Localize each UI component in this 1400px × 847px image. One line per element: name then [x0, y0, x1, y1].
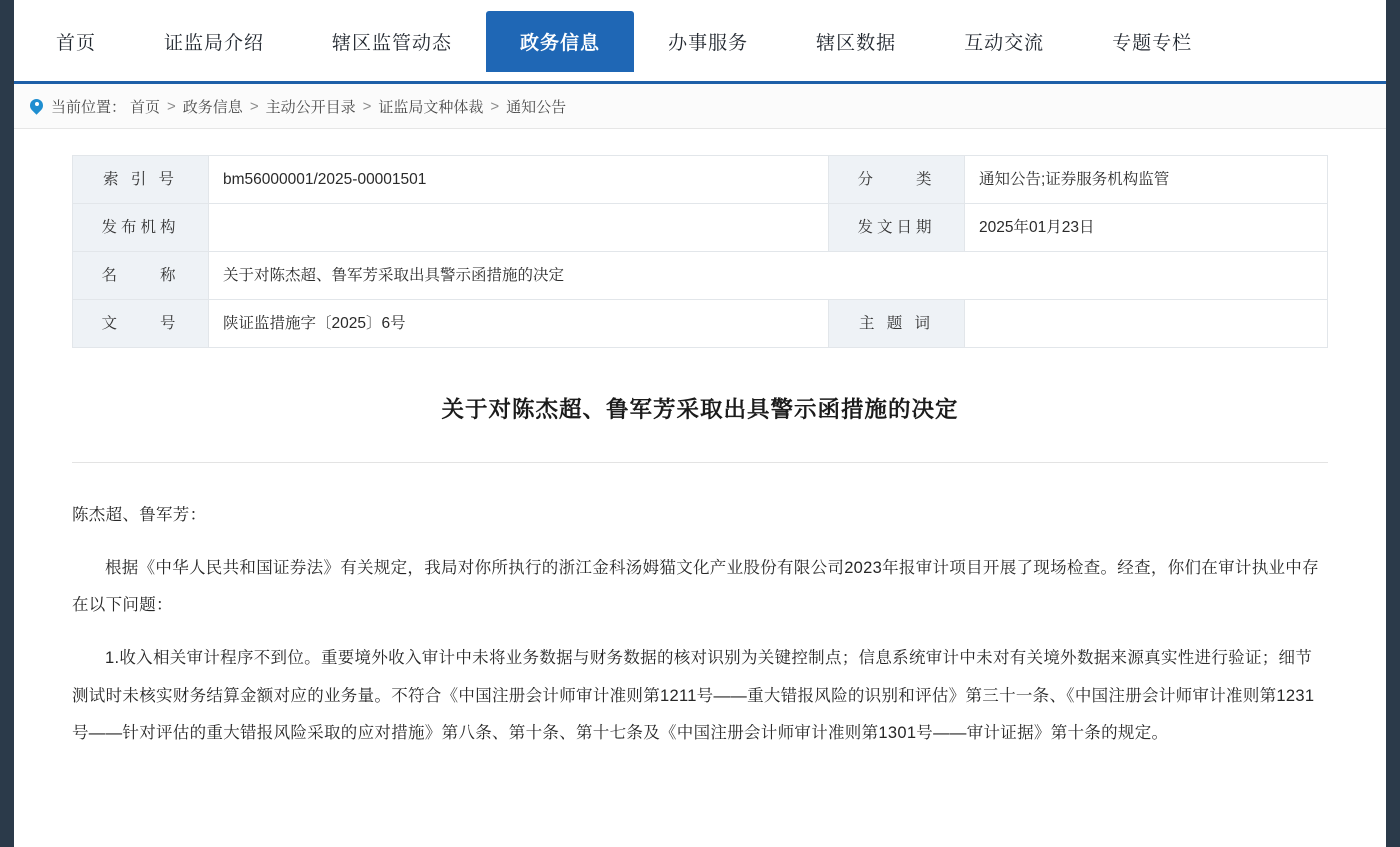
label-issuing-agency: 发布机构 — [73, 204, 209, 252]
value-issue-date: 2025年01月23日 — [965, 204, 1328, 252]
document-salutation: 陈杰超、鲁军芳： — [72, 506, 207, 524]
nav-item-government-info[interactable]: 政务信息 — [486, 11, 634, 72]
breadcrumb-label: 当前位置： — [51, 98, 127, 116]
table-row — [73, 156, 1328, 204]
label-index-number: 索 引 号 — [73, 156, 209, 204]
label-issue-date: 发文日期 — [829, 204, 965, 252]
page-title: 关于对陈杰超、鲁军芳采取出具警示函措施的决定 — [441, 397, 959, 422]
document-metadata-table — [72, 155, 1328, 348]
label-document-number: 文 号 — [73, 300, 209, 348]
right-edge-bar — [1386, 0, 1400, 847]
label-document-name: 名 称 — [73, 252, 209, 300]
label-subject-words: 主 题 词 — [829, 300, 965, 348]
value-index-number: bm56000001/2025-00001501 — [209, 156, 829, 204]
document-paragraph-2: 1.收入相关审计程序不到位。重要境外收入审计中未将业务数据与财务数据的核对识别为关键控制点；信息系统审计中未对有关境外数据来源真实性进行验证；细节测试时未核实财务结算金额对应的业务量。不符合《中国注册会计师审计准则第1211号——重大错报风险的识别和评估》第三十一条、《中国注册会计师审计准则第1231号——针对评估的重大错报风险采取的应对措施》第八条、第十条、第十七条及《中国注册会计师审计准则第1301号——审计证据》第十条的规定。 — [72, 649, 1315, 742]
nav-item-services[interactable]: 办事服务 — [668, 33, 749, 54]
breadcrumb-separator: > — [362, 97, 372, 115]
label-category: 分 类 — [829, 156, 965, 204]
nav-item-special-columns[interactable]: 专题专栏 — [1112, 33, 1193, 54]
breadcrumb-item-government-info[interactable]: 政务信息 — [182, 98, 243, 116]
nav-item-bureau-intro[interactable]: 证监局介绍 — [164, 33, 265, 54]
nav-item-regulatory-news[interactable]: 辖区监管动态 — [332, 33, 453, 54]
table-row — [73, 300, 1328, 348]
breadcrumb-separator: > — [249, 97, 259, 115]
value-subject-words — [965, 300, 1328, 348]
breadcrumb — [14, 84, 1386, 129]
breadcrumb-item-home[interactable]: 首页 — [130, 98, 161, 116]
nav-item-interaction[interactable]: 互动交流 — [964, 33, 1045, 54]
content-frame — [14, 0, 1386, 847]
nav-item-district-data[interactable]: 辖区数据 — [816, 33, 897, 54]
main-navigation — [14, 0, 1386, 84]
title-divider — [72, 462, 1328, 463]
value-issuing-agency — [209, 204, 829, 252]
breadcrumb-separator: > — [490, 97, 500, 115]
location-pin-icon — [30, 98, 44, 115]
table-row — [73, 252, 1328, 300]
nav-item-home[interactable]: 首页 — [56, 33, 97, 54]
value-document-number: 陕证监措施字〔2025〕6号 — [209, 300, 829, 348]
value-document-name: 关于对陈杰超、鲁军芳采取出具警示函措施的决定 — [209, 252, 1328, 300]
breadcrumb-item-document-types[interactable]: 证监局文种体裁 — [378, 98, 484, 116]
document-paragraph-1: 根据《中华人民共和国证券法》有关规定，我局对你所执行的浙江金科汤姆猫文化产业股份有限公司2023年报审计项目开展了现场检查。经查，你们在审计执业中存在以下问题： — [72, 559, 1319, 615]
breadcrumb-separator: > — [167, 97, 176, 115]
table-row — [73, 204, 1328, 252]
left-edge-bar — [0, 0, 14, 847]
value-category: 通知公告;证券服务机构监管 — [965, 156, 1328, 204]
breadcrumb-item-public-catalog[interactable]: 主动公开目录 — [265, 98, 356, 116]
main-content — [14, 129, 1386, 752]
breadcrumb-item-notices[interactable]: 通知公告 — [506, 98, 567, 116]
document-body — [72, 497, 1328, 752]
